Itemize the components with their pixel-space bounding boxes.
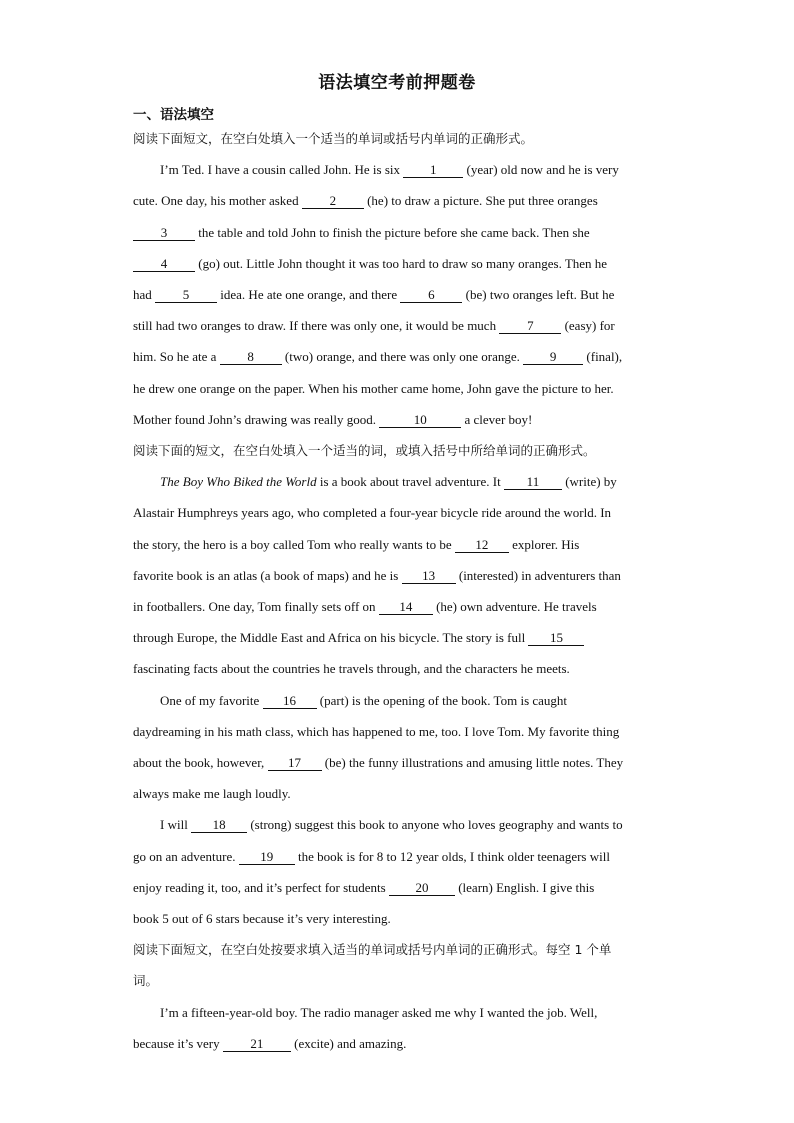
blank-16: 16 — [263, 694, 317, 709]
blank-1: 1 — [403, 163, 463, 178]
passage2-line: in footballers. One day, Tom finally sets off on 14 (he) own adventure. He travels — [133, 599, 597, 614]
passage2-line: The Boy Who Biked the World is a book about travel adventure. It 11 (write) by — [160, 474, 617, 489]
passage1-line: I’m Ted. I have a cousin called John. He is six 1 (year) old now and he is very — [160, 162, 619, 177]
blank-14: 14 — [379, 600, 433, 615]
blank-8: 8 — [220, 350, 282, 365]
blank-21: 21 — [223, 1037, 291, 1052]
blank-10: 10 — [379, 413, 461, 428]
passage1-line: cute. One day, his mother asked 2 (he) to draw a picture. She put three oranges — [133, 193, 598, 208]
blank-3: 3 — [133, 226, 195, 241]
section-heading: 一、语法填空 — [133, 107, 214, 123]
blank-6: 6 — [400, 288, 462, 303]
blank-13: 13 — [402, 569, 456, 584]
passage1-line: him. So he ate a 8 (two) orange, and there was only one orange. 9 (final), — [133, 349, 623, 364]
passage3-line: One of my favorite 16 (part) is the opening of the book. Tom is caught — [160, 693, 568, 708]
blank-2: 2 — [302, 194, 364, 209]
passage5-line: I’m a fifteen-year-old boy. The radio manager asked me why I wanted the job. Well, — [160, 1005, 598, 1020]
blank-11: 11 — [504, 475, 562, 490]
passage2-line: through Europe, the Middle East and Africa on his bicycle. The story is full 15 — [133, 629, 663, 647]
passage2-line: favorite book is an atlas (a book of maps) and he is 13 (interested) in adventurers than — [133, 568, 621, 583]
passage1-line: he drew one orange on the paper. When his mother came home, John gave the picture to her. — [133, 381, 614, 396]
blank-20: 20 — [389, 881, 455, 896]
instruction-3: 阅读下面短文，在空白处按要求填入适当的单词或括号内单词的正确形式。每空 1 个单 — [133, 942, 612, 957]
passage5-line: because it’s very 21 (excite) and amazing. — [133, 1036, 407, 1051]
passage2-line: fascinating facts about the countries he travels through, and the characters he meets. — [133, 661, 570, 676]
instruction-3-cont: 词。 — [133, 973, 159, 988]
passage1-line: 4 (go) out. Little John thought it was too hard to draw so many oranges. Then he — [133, 255, 663, 273]
instruction-2: 阅读下面的短文，在空白处填入一个适当的词，或填入括号中所给单词的正确形式。 — [133, 443, 596, 458]
blank-12: 12 — [455, 538, 509, 553]
blank-4: 4 — [133, 257, 195, 272]
blank-19: 19 — [239, 850, 295, 865]
passage4-line: enjoy reading it, too, and it’s perfect for students 20 (learn) English. I give this — [133, 880, 595, 895]
passage4-line: I will 18 (strong) suggest this book to anyone who loves geography and wants to — [160, 817, 623, 832]
blank-7: 7 — [499, 319, 561, 334]
instruction-1: 阅读下面短文，在空白处填入一个适当的单词或括号内单词的正确形式。 — [133, 131, 534, 146]
passage1-line: still had two oranges to draw. If there was only one, it would be much 7 (easy) for — [133, 318, 615, 333]
passage1-line: 3 the table and told John to finish the picture before she came back. Then she — [133, 224, 663, 242]
passage3-line: about the book, however, 17 (be) the funny illustrations and amusing little notes. They — [133, 755, 624, 770]
passage1-line: had 5 idea. He ate one orange, and there 6 (be) two oranges left. But he — [133, 287, 615, 302]
page-title: 语法填空考前押题卷 — [318, 73, 476, 93]
blank-18: 18 — [191, 818, 247, 833]
passage4-line: book 5 out of 6 stars because it’s very interesting. — [133, 911, 391, 926]
passage2-line: Alastair Humphreys years ago, who completed a four-year bicycle ride around the world. In — [133, 505, 612, 520]
passage3-line: daydreaming in his math class, which has happened to me, too. I love Tom. My favorite thing — [133, 724, 620, 739]
passage2-line: the story, the hero is a boy called Tom who really wants to be 12 explorer. His — [133, 537, 580, 552]
passage4-line: go on an adventure. 19 the book is for 8 to 12 year olds, I think older teenagers will — [133, 849, 610, 864]
blank-5: 5 — [155, 288, 217, 303]
blank-9: 9 — [523, 350, 583, 365]
passage1-line: Mother found John’s drawing was really good. 10 a clever boy! — [133, 412, 533, 427]
passage3-line: always make me laugh loudly. — [133, 786, 291, 801]
book-title: The Boy Who Biked the World — [160, 474, 317, 489]
blank-15: 15 — [528, 631, 584, 646]
blank-17: 17 — [268, 756, 322, 771]
